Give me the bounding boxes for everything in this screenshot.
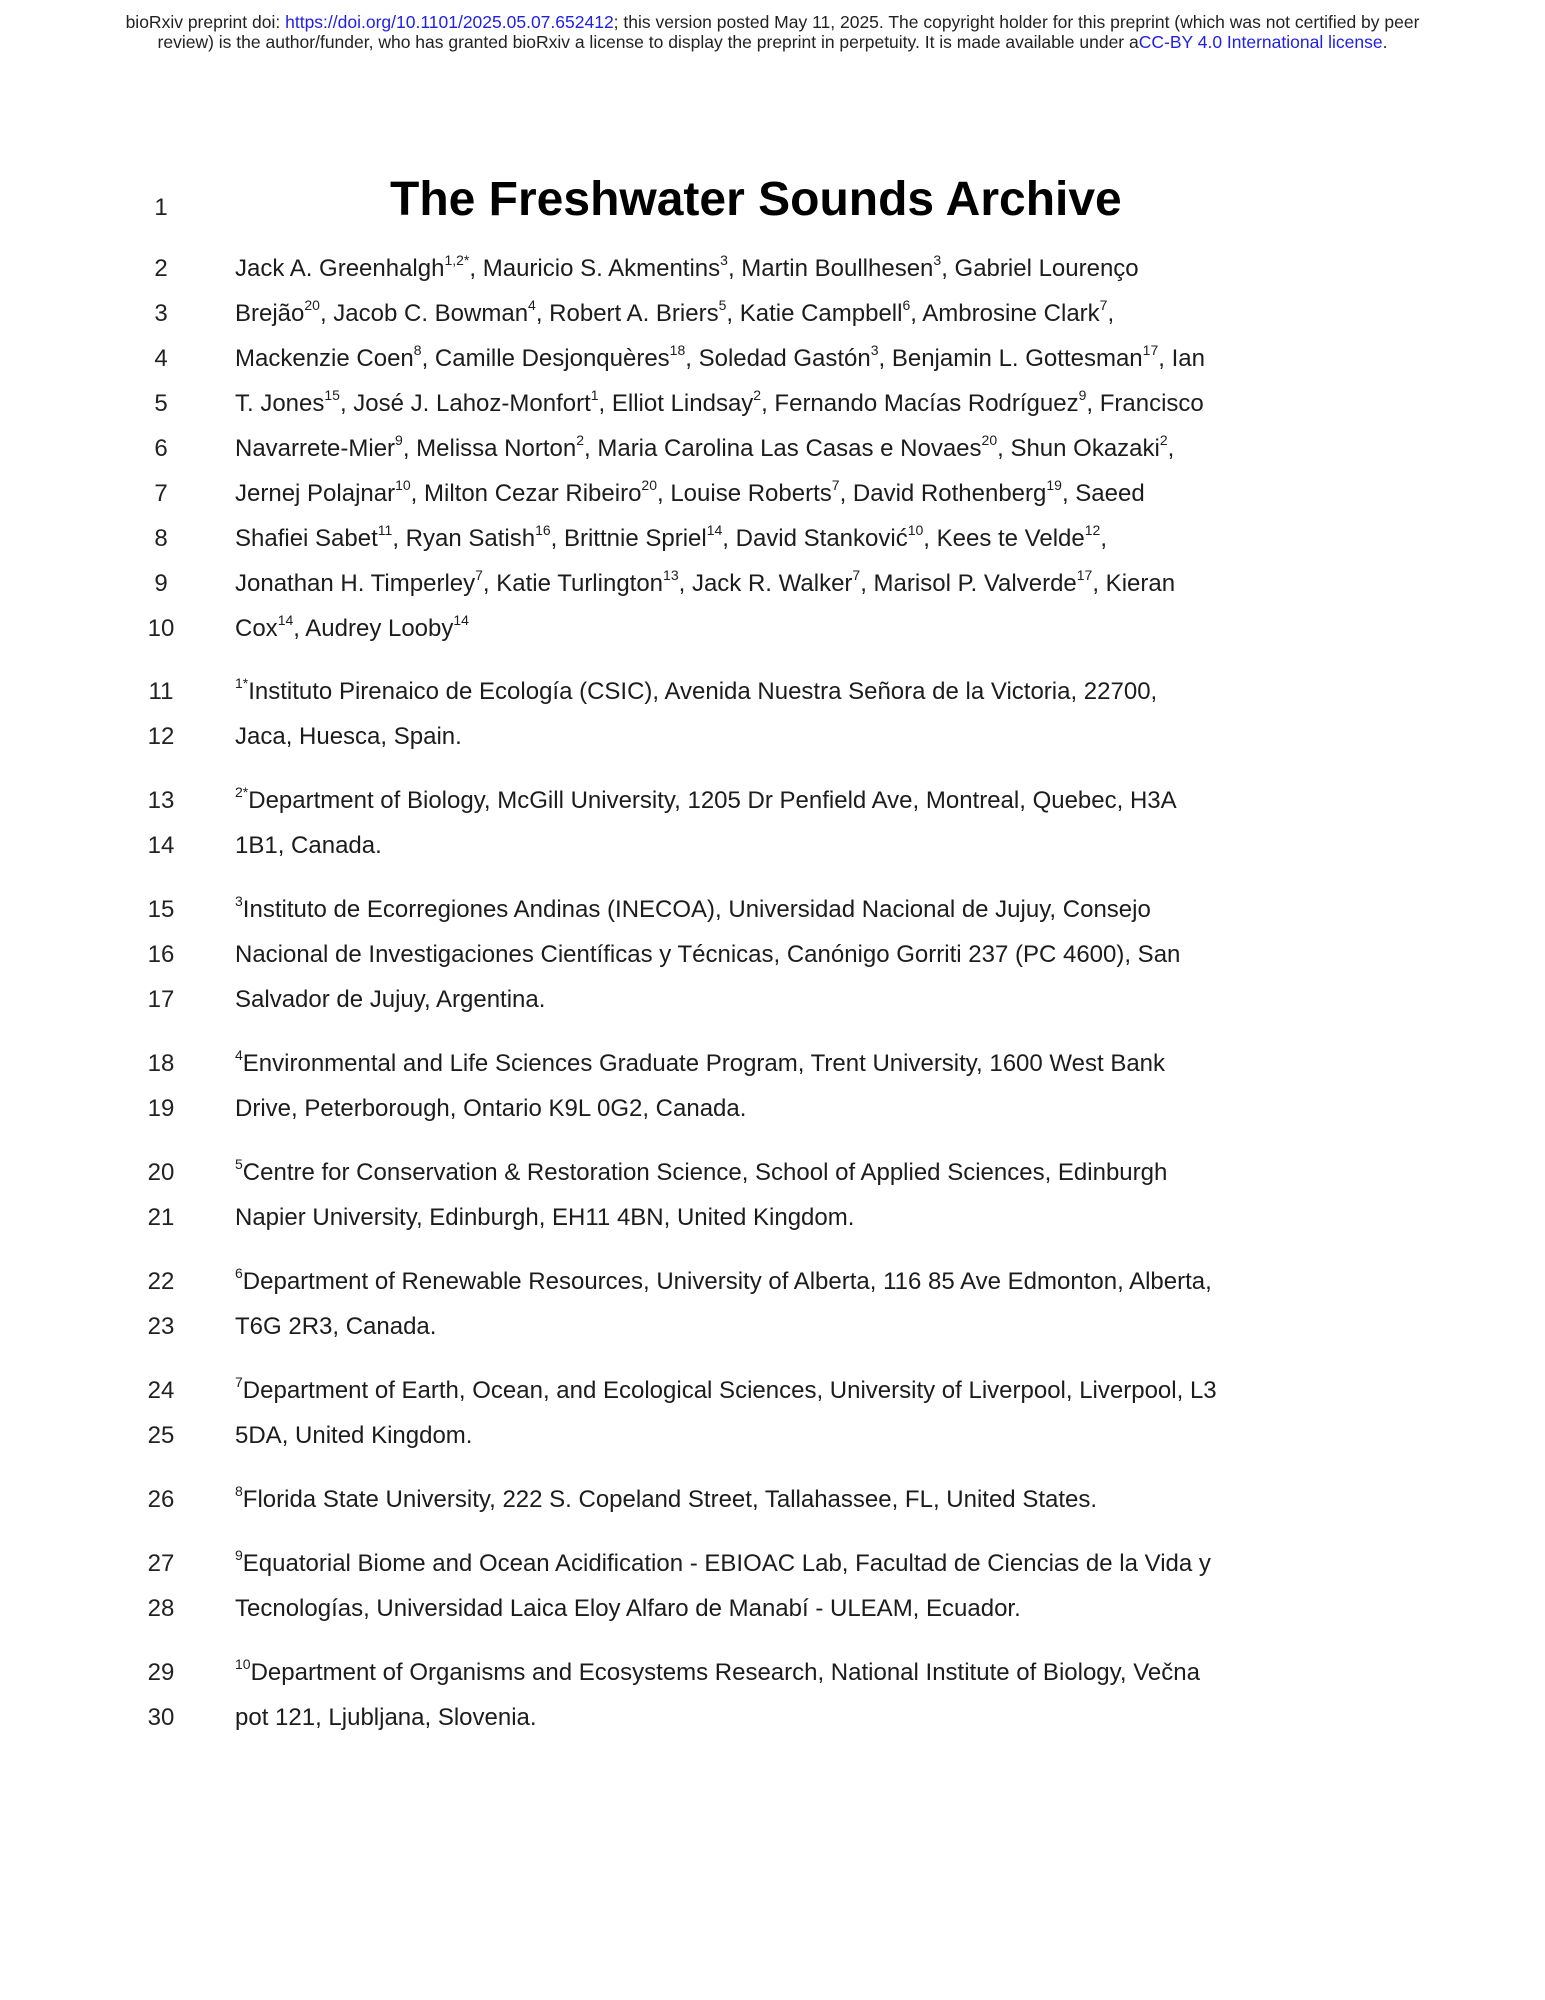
- manuscript-line: [0, 714, 1545, 759]
- line-number: 17: [147, 986, 175, 1013]
- manuscript-line: [0, 1368, 1545, 1413]
- text-segment: , Ryan Satish: [392, 525, 536, 552]
- text-segment: , Mauricio S. Akmentins: [469, 255, 721, 282]
- text-segment: , José J. Lahoz-Monfort: [339, 390, 591, 417]
- text-segment: , Martin Boullhesen: [727, 255, 934, 282]
- line-text: [235, 291, 1114, 336]
- text-segment: Tecnologías, Universidad Laica Eloy Alfaro de Manabí - ULEAM, Ecuador.: [235, 1595, 1021, 1622]
- affiliation-superscript: 7: [852, 567, 861, 583]
- manuscript-line: [0, 471, 1545, 516]
- text-segment: Florida State University, 222 S. Copeland Street, Tallahassee, FL, United States.: [242, 1486, 1098, 1513]
- line-text: [235, 1195, 854, 1240]
- affiliation-superscript: 3: [933, 252, 942, 268]
- line-text: [235, 932, 1180, 977]
- line-text: [235, 516, 1107, 561]
- text-segment: 1B1, Canada.: [235, 832, 382, 859]
- text-segment: , Camille Desjonquères: [421, 345, 670, 372]
- affiliation-superscript: 14: [277, 612, 294, 628]
- doi-link[interactable]: https://doi.org/10.1101/2025.05.07.652412: [285, 12, 614, 32]
- affiliation-superscript: 4: [528, 297, 536, 313]
- line-number: 3: [154, 300, 168, 327]
- text-segment: , Soledad Gastón: [685, 345, 871, 372]
- text-segment: , David Stanković: [722, 525, 908, 552]
- text-segment: Napier University, Edinburgh, EH11 4BN, United Kingdom.: [235, 1204, 855, 1231]
- text-segment: , Katie Turlington: [482, 570, 664, 597]
- manuscript-line: [0, 1413, 1545, 1458]
- line-number: 9: [154, 570, 168, 597]
- affiliation-superscript: 10: [907, 522, 924, 538]
- text-segment: , Ambrosine Clark: [910, 300, 1100, 327]
- manuscript-line: [0, 291, 1545, 336]
- text-segment: , Jack R. Walker: [678, 570, 853, 597]
- page-title: The Freshwater Sounds Archive: [390, 173, 1122, 226]
- line-number: 24: [147, 1377, 175, 1404]
- line-text: [235, 977, 545, 1022]
- line-number: 18: [147, 1050, 175, 1077]
- line-text: [235, 381, 1204, 426]
- preprint-banner: [120, 12, 1425, 52]
- affiliation-superscript: 20: [641, 477, 657, 493]
- line-text: [235, 1541, 1211, 1586]
- affiliation-superscript: 7: [235, 1374, 243, 1390]
- line-number: 15: [147, 896, 175, 923]
- affiliation-superscript: 1*: [235, 675, 249, 691]
- text-segment: Cox: [235, 615, 278, 642]
- manuscript-line: [0, 1541, 1545, 1586]
- text-segment: , Robert A. Briers: [535, 300, 719, 327]
- line-text: [235, 426, 1174, 471]
- text-segment: Department of Organisms and Ecosystems Research, National Institute of Biology, Večna: [250, 1659, 1200, 1686]
- affiliation-superscript: 20: [981, 432, 998, 448]
- text-segment: , Gabriel Lourenço: [941, 255, 1139, 282]
- affiliation-superscript: 4: [235, 1047, 243, 1063]
- line-text: [235, 471, 1145, 516]
- line-number: 27: [147, 1550, 175, 1577]
- text-segment: , Fernando Macías Rodríguez: [761, 390, 1079, 417]
- banner-middle: ; this version posted May 11, 2025. The copyright holder for this preprint (which was not certified by peer review) is the author/funder, who has granted bioRxiv a license to display the preprint in perpetuity. It is made available under a: [157, 12, 1420, 52]
- line-text: [235, 714, 462, 759]
- affiliation-superscript: 10: [395, 477, 411, 493]
- affiliation-superscript: 20: [304, 297, 320, 313]
- line-number: 29: [147, 1659, 175, 1686]
- affiliation-superscript: 19: [1046, 477, 1062, 493]
- line-text: [235, 1304, 436, 1349]
- text-segment: , Brittnie Spriel: [550, 525, 707, 552]
- manuscript-line: [0, 1650, 1545, 1695]
- affiliation-superscript: 15: [324, 387, 340, 403]
- line-number: 7: [154, 480, 168, 507]
- text-segment: Environmental and Life Sciences Graduate Program, Trent University, 1600 West Bank: [242, 1050, 1166, 1077]
- affiliation-superscript: 2: [1159, 432, 1168, 448]
- text-segment: , Kees te Velde: [923, 525, 1085, 552]
- affiliation-superscript: 12: [1084, 522, 1101, 538]
- line-number: 11: [148, 678, 174, 705]
- text-segment: Navarrete-Mier: [235, 435, 396, 462]
- line-text: [235, 1650, 1200, 1695]
- line-text: [235, 1368, 1217, 1413]
- affiliation-superscript: 9: [395, 432, 403, 448]
- affiliation-superscript: 7: [831, 477, 840, 493]
- affiliation-superscript: 3: [720, 252, 728, 268]
- text-segment: Instituto de Ecorregiones Andinas (INECOA), Universidad Nacional de Jujuy, Consejo: [242, 896, 1151, 923]
- affiliation-superscript: 8: [413, 342, 422, 358]
- text-segment: Mackenzie Coen: [235, 345, 414, 372]
- line-number: 10: [147, 615, 175, 642]
- text-segment: Nacional de Investigaciones Científicas y Técnicas, Canónigo Gorriti 237 (PC 4600), San: [235, 941, 1181, 968]
- affiliation-superscript: 8: [235, 1483, 243, 1499]
- affiliation-superscript: 7: [1099, 297, 1108, 313]
- manuscript-line: [0, 561, 1545, 606]
- text-segment: Instituto Pirenaico de Ecología (CSIC), Avenida Nuestra Señora de la Victoria, 22700,: [248, 678, 1158, 705]
- affiliation-superscript: 18: [669, 342, 686, 358]
- line-number: 1: [154, 194, 168, 221]
- manuscript-line: [0, 516, 1545, 561]
- affiliation-superscript: 10: [235, 1656, 251, 1672]
- affiliation-superscript: 14: [706, 522, 723, 538]
- text-segment: Jernej Polajnar: [235, 480, 396, 507]
- affiliation-superscript: 16: [535, 522, 551, 538]
- affiliation-superscript: 3: [235, 893, 243, 909]
- text-segment: Shafiei Sabet: [235, 525, 378, 552]
- line-number: 28: [147, 1595, 175, 1622]
- affiliation-superscript: 3: [870, 342, 879, 358]
- manuscript-line: [0, 1150, 1545, 1195]
- affiliation-superscript: 1,2*: [444, 252, 470, 268]
- banner-suffix: .: [1382, 32, 1388, 52]
- line-text: [235, 1586, 1021, 1631]
- affiliation-superscript: 2: [576, 432, 585, 448]
- affiliation-superscript: 7: [475, 567, 483, 583]
- line-text: [235, 1086, 746, 1131]
- text-segment: 5DA, United Kingdom.: [235, 1422, 473, 1449]
- line-text: [235, 778, 1177, 823]
- text-segment: ,: [1107, 300, 1115, 327]
- manuscript-line: [0, 1477, 1545, 1522]
- text-segment: Brejão: [235, 300, 305, 327]
- banner-prefix: bioRxiv preprint doi:: [125, 12, 286, 32]
- text-segment: , Kieran: [1092, 570, 1176, 597]
- line-number: 19: [147, 1095, 175, 1122]
- manuscript-line: [0, 426, 1545, 471]
- text-segment: , Katie Campbell: [726, 300, 903, 327]
- text-segment: , Saeed: [1061, 480, 1145, 507]
- affiliation-superscript: 13: [663, 567, 679, 583]
- text-segment: Centre for Conservation & Restoration Science, School of Applied Sciences, Edinburgh: [242, 1159, 1168, 1186]
- text-segment: , Ian: [1158, 345, 1205, 372]
- line-number: 16: [147, 941, 175, 968]
- text-segment: Salvador de Jujuy, Argentina.: [235, 986, 546, 1013]
- affiliation-superscript: 2*: [235, 784, 249, 800]
- manuscript-line: [0, 1195, 1545, 1240]
- affiliation-superscript: 5: [235, 1156, 243, 1172]
- manuscript-line: [0, 381, 1545, 426]
- affiliation-superscript: 17: [1076, 567, 1093, 583]
- line-number: 26: [147, 1486, 175, 1513]
- line-text: [235, 606, 469, 651]
- text-segment: Equatorial Biome and Ocean Acidification - EBIOAC Lab, Facultad de Ciencias de la Vida y: [242, 1550, 1211, 1577]
- text-segment: ,: [1100, 525, 1107, 552]
- line-text: [235, 1041, 1165, 1086]
- manuscript-line: [0, 1086, 1545, 1131]
- line-number: 22: [147, 1268, 175, 1295]
- text-segment: T6G 2R3, Canada.: [235, 1313, 437, 1340]
- affiliation-superscript: 14: [453, 612, 469, 628]
- line-text: [235, 1477, 1097, 1522]
- line-number: 14: [147, 832, 175, 859]
- line-number: 30: [147, 1704, 175, 1731]
- text-segment: , Milton Cezar Ribeiro: [410, 480, 642, 507]
- text-segment: Department of Earth, Ocean, and Ecological Sciences, University of Liverpool, Liverpool, L3: [242, 1377, 1217, 1404]
- text-segment: , Shun Okazaki: [997, 435, 1160, 462]
- line-number: 13: [147, 787, 175, 814]
- manuscript-line: [0, 1695, 1545, 1740]
- text-segment: , Jacob C. Bowman: [319, 300, 529, 327]
- manuscript-line: [0, 778, 1545, 823]
- line-text: [235, 669, 1157, 714]
- line-number: 8: [154, 525, 168, 552]
- manuscript-line: [0, 887, 1545, 932]
- text-segment: ,: [1167, 435, 1175, 462]
- line-number: 4: [154, 345, 168, 372]
- affiliation-superscript: 1: [590, 387, 599, 403]
- license-link[interactable]: CC-BY 4.0 International license: [1138, 32, 1383, 52]
- line-text: [235, 1150, 1167, 1195]
- affiliation-superscript: 2: [753, 387, 762, 403]
- text-segment: , Maria Carolina Las Casas e Novaes: [584, 435, 982, 462]
- text-segment: Jaca, Huesca, Spain.: [235, 723, 462, 750]
- manuscript-line: [0, 336, 1545, 381]
- text-segment: , Audrey Looby: [293, 615, 454, 642]
- text-segment: Department of Renewable Resources, University of Alberta, 116 85 Ave Edmonton, Alberta,: [242, 1268, 1212, 1295]
- manuscript-line: [0, 1259, 1545, 1304]
- line-number: 25: [147, 1422, 175, 1449]
- line-text: [235, 561, 1175, 606]
- text-segment: , Francisco: [1086, 390, 1204, 417]
- line-text: [235, 336, 1205, 381]
- line-number: 21: [147, 1204, 175, 1231]
- text-segment: Jonathan H. Timperley: [235, 570, 476, 597]
- manuscript-line: [0, 823, 1545, 868]
- line-number: 20: [147, 1159, 175, 1186]
- manuscript-line: [0, 669, 1545, 714]
- text-segment: , Benjamin L. Gottesman: [878, 345, 1143, 372]
- affiliation-superscript: 11: [377, 522, 393, 538]
- manuscript-line: [0, 606, 1545, 651]
- text-segment: , Elliot Lindsay: [598, 390, 754, 417]
- manuscript-line: [0, 977, 1545, 1022]
- line-number: 5: [154, 390, 168, 417]
- text-segment: Drive, Peterborough, Ontario K9L 0G2, Canada.: [235, 1095, 747, 1122]
- text-segment: , David Rothenberg: [839, 480, 1047, 507]
- line-number: 2: [154, 255, 168, 282]
- text-segment: T. Jones: [235, 390, 325, 417]
- affiliation-superscript: 6: [902, 297, 911, 313]
- affiliation-superscript: 17: [1142, 342, 1159, 358]
- line-text: [235, 887, 1151, 932]
- line-number: 12: [147, 723, 175, 750]
- line-text: [235, 1259, 1212, 1304]
- manuscript-line: [0, 932, 1545, 977]
- text-segment: , Louise Roberts: [657, 480, 832, 507]
- text-segment: pot 121, Ljubljana, Slovenia.: [235, 1704, 537, 1731]
- affiliation-superscript: 9: [235, 1547, 243, 1563]
- affiliation-superscript: 6: [235, 1265, 243, 1281]
- text-segment: Department of Biology, McGill University, 1205 Dr Penfield Ave, Montreal, Quebec, H3A: [248, 787, 1177, 814]
- affiliation-superscript: 5: [718, 297, 727, 313]
- text-segment: Jack A. Greenhalgh: [235, 255, 445, 282]
- text-segment: , Marisol P. Valverde: [860, 570, 1077, 597]
- line-text: [235, 1413, 472, 1458]
- manuscript-line: [0, 246, 1545, 291]
- line-text: [235, 823, 382, 868]
- manuscript-line: [0, 1304, 1545, 1349]
- manuscript-line: [0, 1041, 1545, 1086]
- line-text: [235, 1695, 537, 1740]
- line-text: [235, 246, 1139, 291]
- line-number: 6: [154, 435, 168, 462]
- line-number: 23: [147, 1313, 175, 1340]
- affiliation-superscript: 9: [1078, 387, 1087, 403]
- text-segment: , Melissa Norton: [402, 435, 577, 462]
- manuscript-line: [0, 1586, 1545, 1631]
